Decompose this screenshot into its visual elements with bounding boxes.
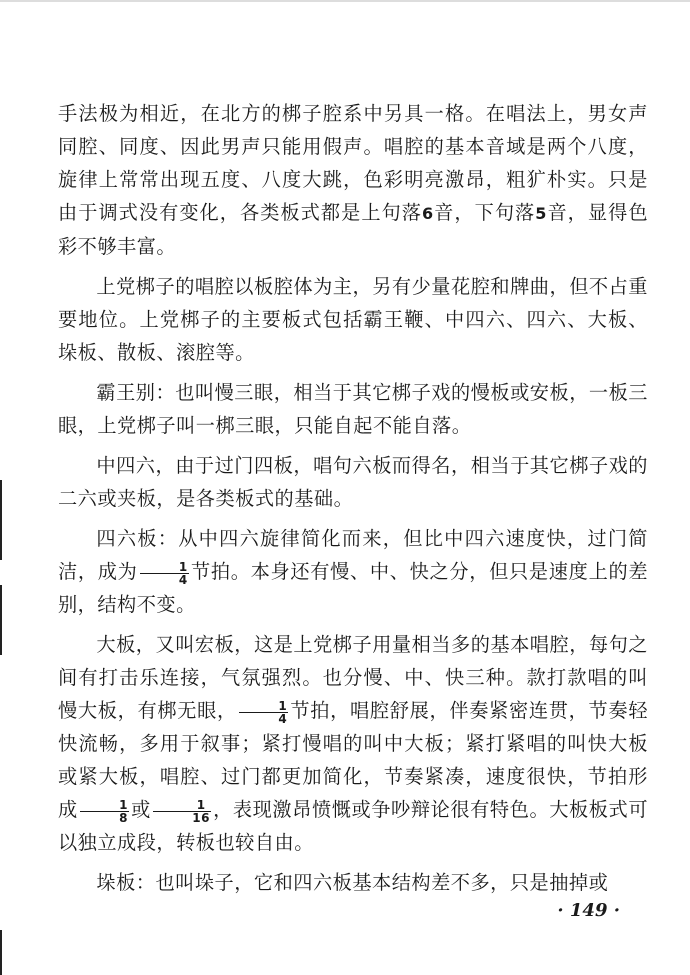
fraction-numerator: 1 bbox=[239, 700, 288, 713]
fraction-numerator: 1 bbox=[140, 561, 189, 574]
fraction-numerator: 1 bbox=[153, 799, 211, 812]
fraction-denominator: 8 bbox=[119, 810, 129, 825]
paragraph bbox=[58, 449, 648, 515]
scan-left-edge-mark bbox=[0, 585, 2, 655]
paragraph bbox=[58, 628, 648, 859]
text-run: 音，下句落 bbox=[433, 201, 536, 224]
paragraph bbox=[58, 866, 648, 899]
text-run: 垛板：也叫垛子，它和四六板基本结构差不多，只是抽掉或 bbox=[96, 871, 609, 894]
page-number: · 149 · bbox=[557, 900, 620, 921]
text-run: 中四六，由于过门四板，唱句六板而得名，相当于其它梆子戏的二六或夹板，是各类板式的基础。 bbox=[58, 454, 648, 510]
text-run: 节拍。本身还有慢、中、快之分，但只是速度上的差别，结构不变。 bbox=[58, 560, 649, 616]
text-run: 霸王别：也叫慢三眼，相当于其它梆子戏的慢板或安板，一板三眼，上党梆子叫一梆三眼，只能自起不能自落。 bbox=[58, 381, 648, 437]
paragraph bbox=[58, 97, 648, 263]
paragraph bbox=[58, 376, 648, 442]
text-run: 音，显得色彩不够丰富。 bbox=[58, 201, 649, 258]
paragraph bbox=[58, 522, 648, 621]
paragraph bbox=[58, 270, 648, 369]
note-number: 5 bbox=[535, 204, 547, 223]
time-signature-fraction bbox=[80, 799, 129, 824]
fraction-denominator: 4 bbox=[278, 711, 288, 726]
text-run: 或 bbox=[131, 798, 151, 821]
scan-top-edge bbox=[0, 0, 690, 2]
body-text bbox=[58, 97, 648, 906]
time-signature-fraction bbox=[153, 799, 211, 824]
text-run: 四六板：从中四六旋律简化而来，但比中四六速度快，过门简洁，成为 bbox=[58, 527, 648, 583]
fraction-numerator: 1 bbox=[80, 799, 129, 812]
scan-left-edge-mark bbox=[0, 930, 2, 975]
time-signature-fraction bbox=[239, 700, 288, 725]
fraction-denominator: 4 bbox=[178, 572, 188, 587]
note-number: 6 bbox=[421, 204, 434, 223]
fraction-denominator: 16 bbox=[192, 810, 210, 825]
time-signature-fraction bbox=[140, 561, 189, 586]
text-run: 手法极为相近，在北方的梆子腔系中另具一格。在唱法上，男女声同腔、同度、因此男声只能用假声。唱腔的基本音域是两个八度，旋律上常常出现五度、八度大跳，色彩明亮激昂，粗犷朴实。只是由于调式没有变化，各类板式都是上句落 bbox=[58, 102, 648, 224]
text-run: ，表现激昂愤慨或争吵辩论很有特色。大板板式可以独立成段，转板也较自由。 bbox=[58, 798, 649, 854]
text-run: 节拍，唱腔舒展，伴奏紧密连贯，节奏轻快流畅，多用于叙事；紧打慢唱的叫中大板；紧打紧唱的叫快大板或紧大板，唱腔、过门都更加简化，节奏紧凑，速度很快，节拍形成 bbox=[58, 699, 649, 821]
text-run: 大板，又叫宏板，这是上党梆子用量相当多的基本唱腔，每句之间有打击乐连接，气氛强烈。也分慢、中、快三种。款打款唱的叫慢大板，有梆无眼， bbox=[58, 633, 648, 722]
text-run: 上党梆子的唱腔以板腔体为主，另有少量花腔和牌曲，但不占重要地位。上党梆子的主要板式包括霸王鞭、中四六、四六、大板、垛板、散板、滚腔等。 bbox=[58, 275, 648, 364]
scan-left-edge-mark bbox=[0, 480, 2, 560]
